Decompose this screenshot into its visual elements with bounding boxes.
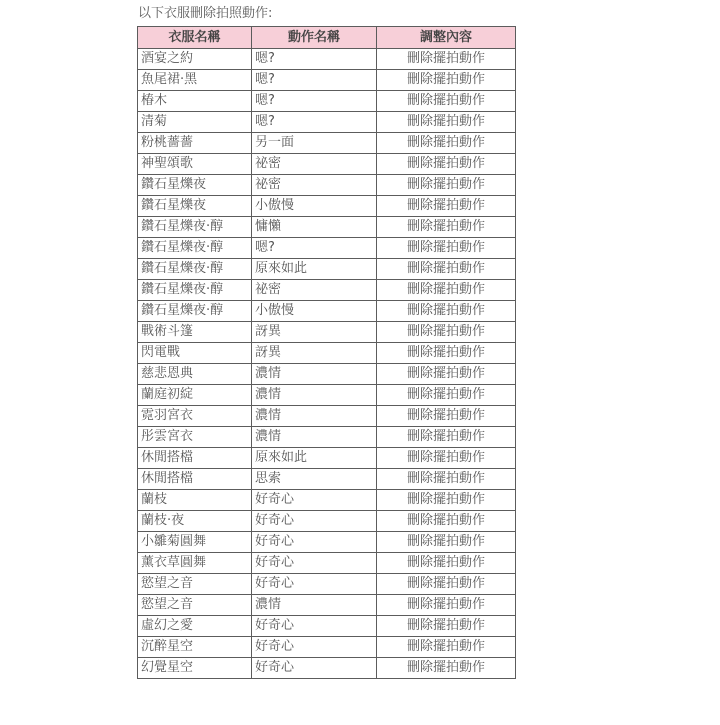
table-row (138, 385, 516, 406)
table-body (138, 49, 516, 679)
table-row (138, 364, 516, 385)
action-name-cell: 好奇心 (252, 553, 377, 574)
table-row (138, 322, 516, 343)
column-header-outfit-name: 衣服名稱 (138, 27, 252, 49)
outfit-name-cell: 鑽石星爍夜 (138, 175, 252, 196)
outfit-name-cell: 鑽石星爍夜·醇 (138, 301, 252, 322)
adjustment-cell: 刪除擺拍動作 (377, 574, 516, 595)
adjustment-cell: 刪除擺拍動作 (377, 553, 516, 574)
action-name-cell: 好奇心 (252, 490, 377, 511)
action-name-cell: 小傲慢 (252, 196, 377, 217)
action-name-cell: 原來如此 (252, 448, 377, 469)
action-name-cell: 好奇心 (252, 511, 377, 532)
table-row (138, 469, 516, 490)
action-name-cell: 濃情 (252, 406, 377, 427)
action-name-cell: 嗯? (252, 49, 377, 70)
action-name-cell: 祕密 (252, 154, 377, 175)
outfit-name-cell: 蘭庭初綻 (138, 385, 252, 406)
outfit-name-cell: 沉醉星空 (138, 637, 252, 658)
column-header-adjustment: 調整內容 (377, 27, 516, 49)
adjustment-cell: 刪除擺拍動作 (377, 532, 516, 553)
action-name-cell: 嗯? (252, 91, 377, 112)
table-row (138, 448, 516, 469)
outfit-name-cell: 鑽石星爍夜 (138, 196, 252, 217)
table-row (138, 154, 516, 175)
action-name-cell: 嗯? (252, 112, 377, 133)
outfit-name-cell: 魚尾裙·黑 (138, 70, 252, 91)
table-row (138, 574, 516, 595)
outfit-name-cell: 鑽石星爍夜·醇 (138, 217, 252, 238)
action-name-cell: 嗯? (252, 238, 377, 259)
action-name-cell: 原來如此 (252, 259, 377, 280)
outfit-name-cell: 薰衣草圓舞 (138, 553, 252, 574)
table-row (138, 238, 516, 259)
adjustment-cell: 刪除擺拍動作 (377, 490, 516, 511)
adjustment-cell: 刪除擺拍動作 (377, 406, 516, 427)
outfit-name-cell: 酒宴之約 (138, 49, 252, 70)
adjustment-cell: 刪除擺拍動作 (377, 133, 516, 154)
adjustment-cell: 刪除擺拍動作 (377, 196, 516, 217)
action-name-cell: 好奇心 (252, 658, 377, 679)
adjustment-cell: 刪除擺拍動作 (377, 427, 516, 448)
adjustment-cell: 刪除擺拍動作 (377, 49, 516, 70)
action-name-cell: 思索 (252, 469, 377, 490)
action-name-cell: 好奇心 (252, 532, 377, 553)
adjustment-cell: 刪除擺拍動作 (377, 637, 516, 658)
adjustment-cell: 刪除擺拍動作 (377, 343, 516, 364)
action-name-cell: 訝異 (252, 343, 377, 364)
outfit-name-cell: 慈悲恩典 (138, 364, 252, 385)
table-row (138, 532, 516, 553)
outfit-name-cell: 小雛菊圓舞 (138, 532, 252, 553)
adjustment-cell: 刪除擺拍動作 (377, 301, 516, 322)
adjustment-cell: 刪除擺拍動作 (377, 154, 516, 175)
action-name-cell: 小傲慢 (252, 301, 377, 322)
outfit-name-cell: 清菊 (138, 112, 252, 133)
header-row (138, 27, 516, 49)
table-row (138, 616, 516, 637)
table-row (138, 49, 516, 70)
outfit-name-cell: 霓羽宮衣 (138, 406, 252, 427)
outfit-name-cell: 鑽石星爍夜·醇 (138, 259, 252, 280)
adjustment-cell: 刪除擺拍動作 (377, 595, 516, 616)
adjustment-cell: 刪除擺拍動作 (377, 616, 516, 637)
table-row (138, 91, 516, 112)
table-header (138, 27, 516, 49)
action-name-cell: 好奇心 (252, 616, 377, 637)
action-name-cell: 訝異 (252, 322, 377, 343)
outfit-name-cell: 神聖頌歌 (138, 154, 252, 175)
action-name-cell: 好奇心 (252, 574, 377, 595)
adjustment-cell: 刪除擺拍動作 (377, 469, 516, 490)
outfit-name-cell: 彤雲宮衣 (138, 427, 252, 448)
outfit-name-cell: 椿木 (138, 91, 252, 112)
outfit-name-cell: 鑽石星爍夜·醇 (138, 238, 252, 259)
column-header-action-name: 動作名稱 (252, 27, 377, 49)
adjustment-cell: 刪除擺拍動作 (377, 385, 516, 406)
table-row (138, 553, 516, 574)
adjustment-cell: 刪除擺拍動作 (377, 175, 516, 196)
outfit-name-cell: 慾望之音 (138, 595, 252, 616)
outfit-name-cell: 休閒搭檔 (138, 469, 252, 490)
table-row (138, 658, 516, 679)
adjustment-cell: 刪除擺拍動作 (377, 658, 516, 679)
adjustment-cell: 刪除擺拍動作 (377, 112, 516, 133)
action-name-cell: 濃情 (252, 427, 377, 448)
table-row (138, 343, 516, 364)
adjustment-cell: 刪除擺拍動作 (377, 70, 516, 91)
table-row (138, 70, 516, 91)
adjustment-cell: 刪除擺拍動作 (377, 259, 516, 280)
table-row (138, 490, 516, 511)
outfit-name-cell: 虛幻之愛 (138, 616, 252, 637)
outfit-name-cell: 閃電戰 (138, 343, 252, 364)
table-row (138, 280, 516, 301)
outfit-action-table (137, 26, 516, 679)
outfit-name-cell: 幻覺星空 (138, 658, 252, 679)
action-name-cell: 另一面 (252, 133, 377, 154)
table-row (138, 259, 516, 280)
action-name-cell: 好奇心 (252, 637, 377, 658)
outfit-name-cell: 蘭枝·夜 (138, 511, 252, 532)
adjustment-cell: 刪除擺拍動作 (377, 280, 516, 301)
action-name-cell: 祕密 (252, 175, 377, 196)
action-name-cell: 慵懶 (252, 217, 377, 238)
table-row (138, 175, 516, 196)
adjustment-cell: 刪除擺拍動作 (377, 322, 516, 343)
outfit-name-cell: 蘭枝 (138, 490, 252, 511)
table-row (138, 595, 516, 616)
table-row (138, 301, 516, 322)
outfit-name-cell: 休閒搭檔 (138, 448, 252, 469)
table-row (138, 133, 516, 154)
intro-text: 以下衣服刪除拍照動作: (138, 6, 273, 21)
adjustment-cell: 刪除擺拍動作 (377, 217, 516, 238)
adjustment-cell: 刪除擺拍動作 (377, 91, 516, 112)
action-name-cell: 嗯? (252, 70, 377, 91)
table-row (138, 406, 516, 427)
table-row (138, 196, 516, 217)
action-name-cell: 濃情 (252, 385, 377, 406)
table-row (138, 217, 516, 238)
adjustment-cell: 刪除擺拍動作 (377, 448, 516, 469)
adjustment-cell: 刪除擺拍動作 (377, 511, 516, 532)
table-row (138, 112, 516, 133)
outfit-name-cell: 戰術斗篷 (138, 322, 252, 343)
outfit-name-cell: 鑽石星爍夜·醇 (138, 280, 252, 301)
action-name-cell: 濃情 (252, 595, 377, 616)
table-row (138, 427, 516, 448)
outfit-name-cell: 慾望之音 (138, 574, 252, 595)
outfit-name-cell: 粉桃薔薔 (138, 133, 252, 154)
table-row (138, 637, 516, 658)
table-row (138, 511, 516, 532)
action-name-cell: 祕密 (252, 280, 377, 301)
adjustment-cell: 刪除擺拍動作 (377, 238, 516, 259)
adjustment-cell: 刪除擺拍動作 (377, 364, 516, 385)
action-name-cell: 濃情 (252, 364, 377, 385)
